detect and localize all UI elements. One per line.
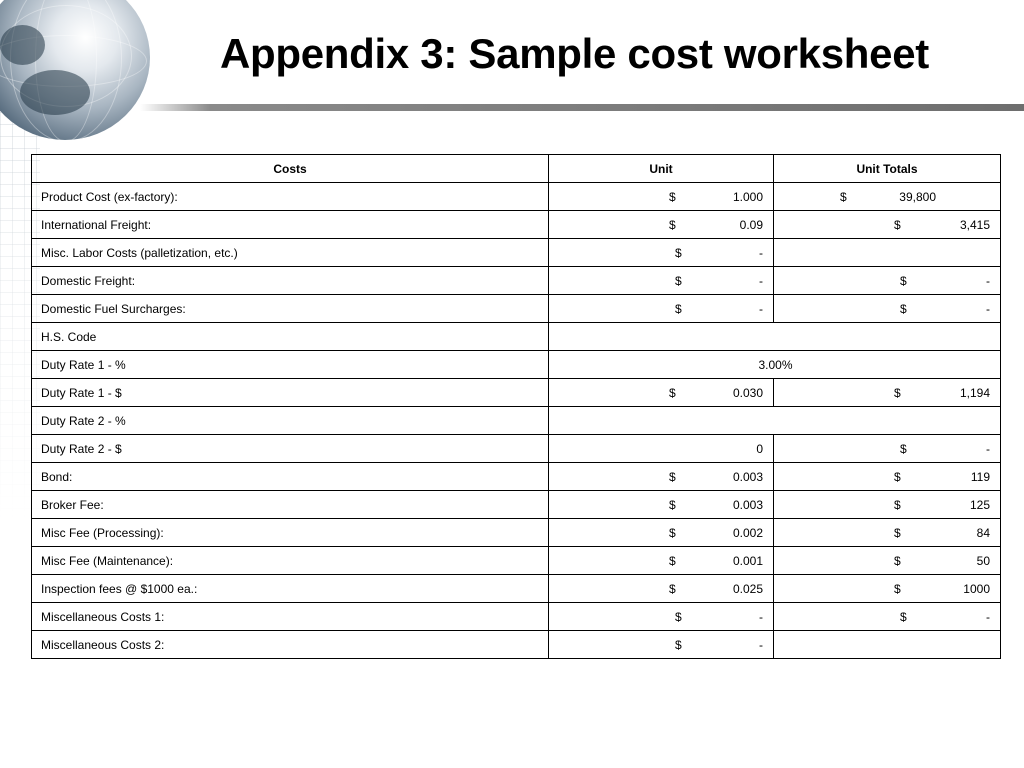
total-cell — [774, 435, 1001, 463]
total-cell — [774, 379, 1001, 407]
total-value: 125 — [969, 497, 990, 512]
table-row — [32, 379, 1001, 407]
duty-rate-value: 3.00% — [758, 357, 793, 372]
title-divider — [140, 104, 1024, 111]
unit-cell — [549, 547, 774, 575]
row-label: Misc Fee (Maintenance): — [32, 547, 549, 575]
total-cell — [774, 463, 1001, 491]
total-value: - — [986, 609, 990, 624]
header-row — [32, 155, 1001, 183]
table-row — [32, 435, 1001, 463]
unit-cell — [549, 603, 774, 631]
header-costs: Costs — [32, 155, 549, 183]
unit-value: 0.09 — [739, 217, 763, 232]
unit-cell — [549, 519, 774, 547]
row-label: Miscellaneous Costs 1: — [32, 603, 549, 631]
row-label: Duty Rate 1 - % — [32, 351, 549, 379]
header-unit-totals: Unit Totals — [774, 155, 1001, 183]
unit-value: 1.000 — [732, 189, 763, 204]
table-row — [32, 267, 1001, 295]
unit-cell — [549, 491, 774, 519]
row-label: Misc. Labor Costs (palletization, etc.) — [32, 239, 549, 267]
table-row — [32, 491, 1001, 519]
currency-symbol: $ — [675, 609, 682, 624]
table-row — [32, 631, 1001, 659]
total-value: - — [986, 273, 990, 288]
table-row — [32, 323, 1001, 351]
currency-symbol: $ — [675, 245, 682, 260]
page-title: Appendix 3: Sample cost worksheet — [220, 30, 929, 77]
table-row — [32, 351, 1001, 379]
total-value: - — [986, 301, 990, 316]
cost-worksheet-table — [31, 154, 1001, 659]
total-value: 1,194 — [959, 385, 990, 400]
total-value: 119 — [970, 469, 990, 484]
currency-symbol: $ — [900, 441, 907, 456]
total-cell — [774, 603, 1001, 631]
unit-value: 0.003 — [732, 469, 763, 484]
currency-symbol: $ — [894, 525, 901, 540]
total-cell — [774, 267, 1001, 295]
unit-cell — [549, 295, 774, 323]
currency-symbol: $ — [894, 469, 901, 484]
table-row — [32, 211, 1001, 239]
unit-cell — [549, 239, 774, 267]
currency-symbol: $ — [894, 385, 901, 400]
merged-cell — [549, 351, 1001, 379]
currency-symbol: $ — [894, 497, 901, 512]
row-label: Broker Fee: — [32, 491, 549, 519]
merged-cell — [549, 323, 1001, 351]
total-cell — [774, 491, 1001, 519]
unit-cell — [549, 211, 774, 239]
row-label: Duty Rate 1 - $ — [32, 379, 549, 407]
unit-value: - — [759, 273, 763, 288]
total-cell — [774, 575, 1001, 603]
total-value: - — [986, 441, 990, 456]
currency-symbol: $ — [669, 189, 676, 204]
table-row — [32, 183, 1001, 211]
currency-symbol: $ — [840, 189, 847, 204]
currency-symbol: $ — [675, 637, 682, 652]
currency-symbol: $ — [894, 581, 901, 596]
unit-value: 0.025 — [732, 581, 763, 596]
row-label: International Freight: — [32, 211, 549, 239]
table-row — [32, 295, 1001, 323]
total-cell — [774, 519, 1001, 547]
total-cell — [774, 183, 1001, 211]
unit-cell: 0 — [549, 435, 774, 463]
row-label: Inspection fees @ $1000 ea.: — [32, 575, 549, 603]
total-cell — [774, 211, 1001, 239]
unit-value: 0.002 — [732, 525, 763, 540]
currency-symbol: $ — [900, 273, 907, 288]
table-row — [32, 603, 1001, 631]
row-label: Bond: — [32, 463, 549, 491]
row-label: Product Cost (ex-factory): — [32, 183, 549, 211]
currency-symbol: $ — [669, 217, 676, 232]
row-label: Domestic Freight: — [32, 267, 549, 295]
row-label: Domestic Fuel Surcharges: — [32, 295, 549, 323]
row-label: H.S. Code — [32, 323, 549, 351]
currency-symbol: $ — [675, 301, 682, 316]
table-row — [32, 547, 1001, 575]
total-value: 3,415 — [959, 217, 990, 232]
currency-symbol: $ — [894, 553, 901, 568]
currency-symbol: $ — [669, 581, 676, 596]
row-label: Duty Rate 2 - % — [32, 407, 549, 435]
table-row — [32, 575, 1001, 603]
table-row — [32, 519, 1001, 547]
currency-symbol: $ — [900, 301, 907, 316]
unit-value: - — [759, 245, 763, 260]
total-cell — [774, 295, 1001, 323]
total-value: 1000 — [963, 581, 990, 596]
total-value: 50 — [976, 553, 990, 568]
unit-cell — [549, 575, 774, 603]
currency-symbol: $ — [894, 217, 901, 232]
total-cell — [774, 547, 1001, 575]
currency-symbol: $ — [669, 497, 676, 512]
unit-cell — [549, 379, 774, 407]
currency-symbol: $ — [900, 609, 907, 624]
total-cell — [774, 631, 1001, 659]
unit-value: 0.003 — [732, 497, 763, 512]
unit-cell — [549, 631, 774, 659]
currency-symbol: $ — [669, 385, 676, 400]
unit-value: - — [759, 301, 763, 316]
table-row — [32, 407, 1001, 435]
unit-value: - — [759, 637, 763, 652]
row-label: Misc Fee (Processing): — [32, 519, 549, 547]
total-value: 84 — [976, 525, 990, 540]
unit-value: - — [759, 609, 763, 624]
unit-cell — [549, 183, 774, 211]
total-cell — [774, 239, 1001, 267]
currency-symbol: $ — [669, 525, 676, 540]
unit-cell — [549, 267, 774, 295]
row-label: Duty Rate 2 - $ — [32, 435, 549, 463]
header-unit: Unit — [549, 155, 774, 183]
merged-cell — [549, 407, 1001, 435]
currency-symbol: $ — [669, 469, 676, 484]
globe-logo — [0, 0, 150, 140]
total-value: 39,800 — [899, 189, 936, 204]
row-label: Miscellaneous Costs 2: — [32, 631, 549, 659]
unit-value: 0.030 — [732, 385, 763, 400]
table-row — [32, 239, 1001, 267]
unit-cell — [549, 463, 774, 491]
unit-value: 0.001 — [732, 553, 763, 568]
currency-symbol: $ — [669, 553, 676, 568]
table-row — [32, 463, 1001, 491]
currency-symbol: $ — [675, 273, 682, 288]
